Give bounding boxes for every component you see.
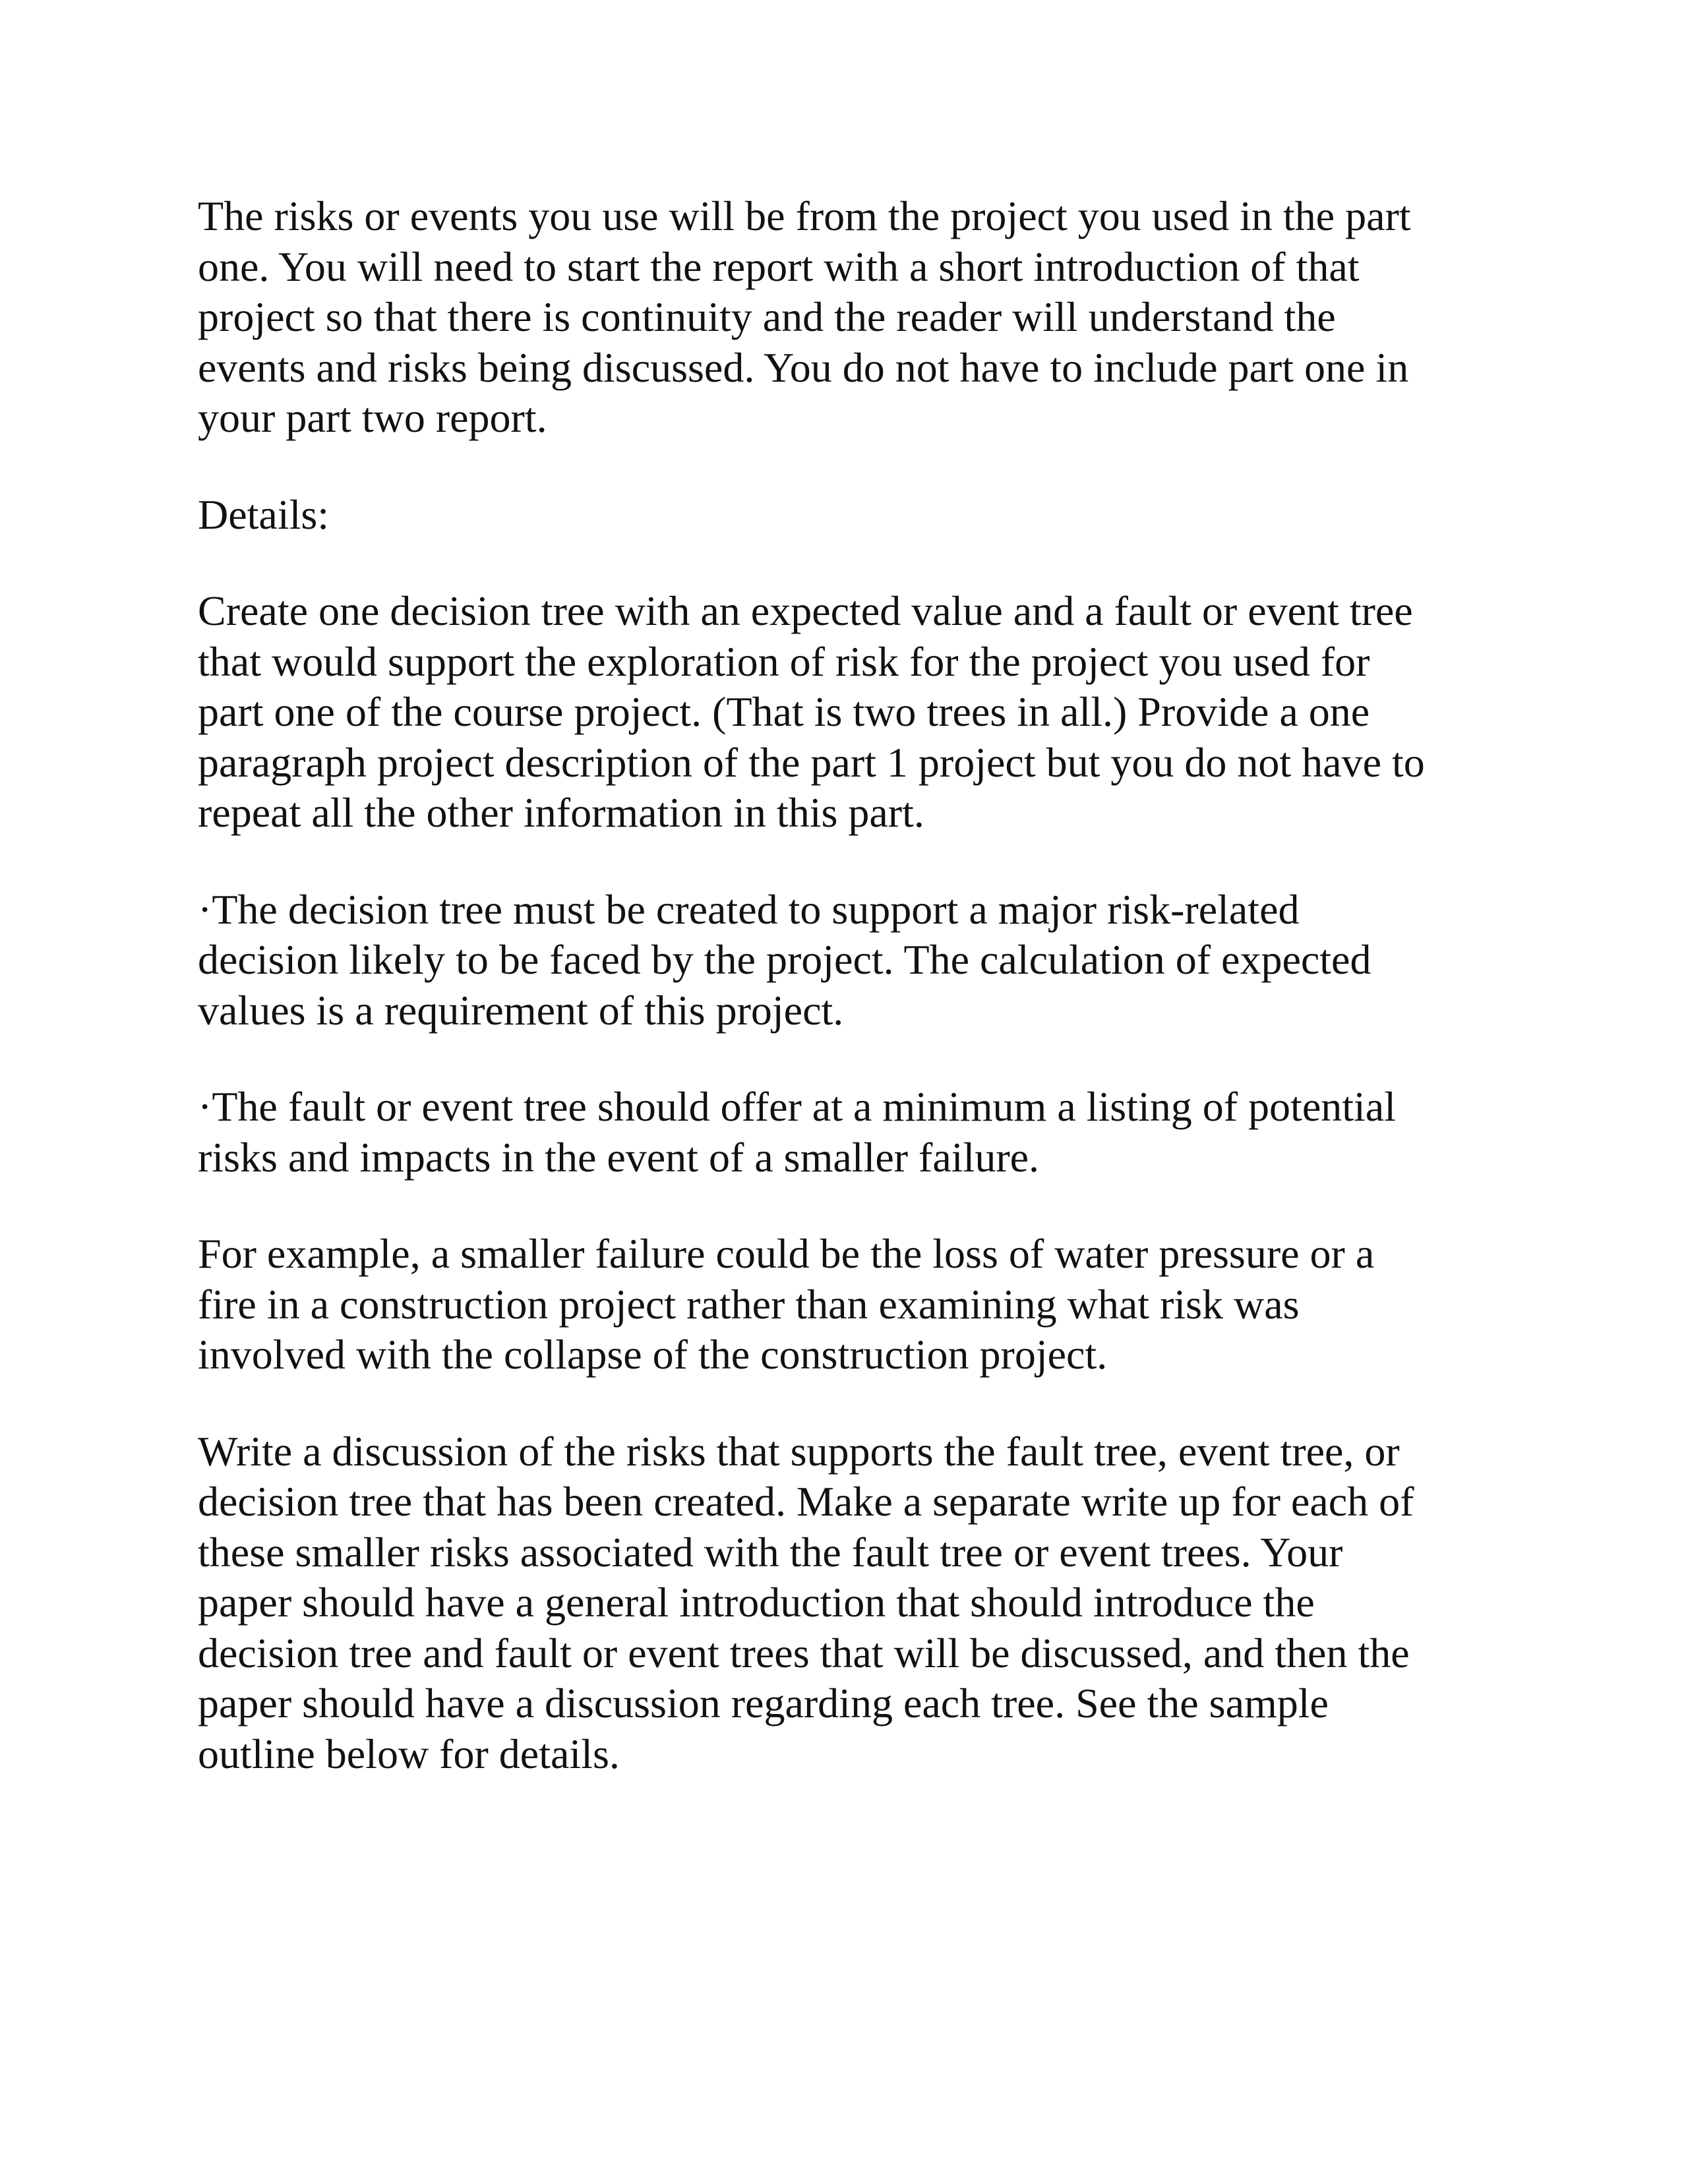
text-line: For example, a smaller failure could be the loss of water pressure or a (198, 1230, 1375, 1277)
text-line: The risks or events you use will be from the project you used in the part (198, 192, 1411, 239)
text-line: part one of the course project. (That is two trees in all.) Provide a one (198, 688, 1370, 735)
text-line: values is a requirement of this project. (198, 986, 844, 1034)
text-line: paper should have a discussion regarding each tree. See the sample (198, 1680, 1329, 1727)
text-line: project so that there is continuity and the reader will understand the (198, 293, 1336, 340)
paragraph-example (198, 1229, 1490, 1380)
text-line: these smaller risks associated with the fault tree or event trees. Your (198, 1528, 1343, 1576)
text-line: outline below for details. (198, 1730, 620, 1777)
section-heading: Details: (198, 490, 330, 538)
text-line: risks and impacts in the event of a smaller failure. (198, 1133, 1040, 1181)
paragraph-intro (198, 191, 1490, 444)
text-line: one. You will need to start the report with a short introduction of that (198, 243, 1360, 290)
text-line: paragraph project description of the part 1 project but you do not have to (198, 738, 1425, 786)
text-line: decision tree that has been created. Make a separate write up for each of (198, 1478, 1414, 1525)
text-line: paper should have a general introduction that should introduce the (198, 1579, 1315, 1626)
text-line: Write a discussion of the risks that supports the fault tree, event tree, or (198, 1427, 1400, 1475)
text-line: involved with the collapse of the construction project. (198, 1331, 1108, 1378)
paragraph-discussion (198, 1427, 1490, 1780)
text-line: ·The fault or event tree should offer at a minimum a listing of potential (198, 1083, 1396, 1130)
text-line: your part two report. (198, 394, 547, 441)
text-line: repeat all the other information in this part. (198, 789, 924, 836)
text-line: fire in a construction project rather than examining what risk was (198, 1280, 1300, 1328)
bullet-decision-tree (198, 885, 1490, 1036)
text-line: decision likely to be faced by the project. The calculation of expected (198, 936, 1372, 983)
document-body (198, 191, 1490, 1779)
text-line: decision tree and fault or event trees that will be discussed, and then the (198, 1629, 1410, 1676)
text-line: Create one decision tree with an expected value and a fault or event tree (198, 587, 1413, 634)
paragraph-create-trees (198, 586, 1490, 839)
text-line: that would support the exploration of risk for the project you used for (198, 637, 1370, 685)
text-line: events and risks being discussed. You do not have to include part one in (198, 343, 1409, 391)
bullet-fault-event-tree (198, 1082, 1490, 1183)
text-line: ·The decision tree must be created to support a major risk-related (198, 885, 1300, 933)
paragraph-details-heading (198, 490, 1490, 541)
